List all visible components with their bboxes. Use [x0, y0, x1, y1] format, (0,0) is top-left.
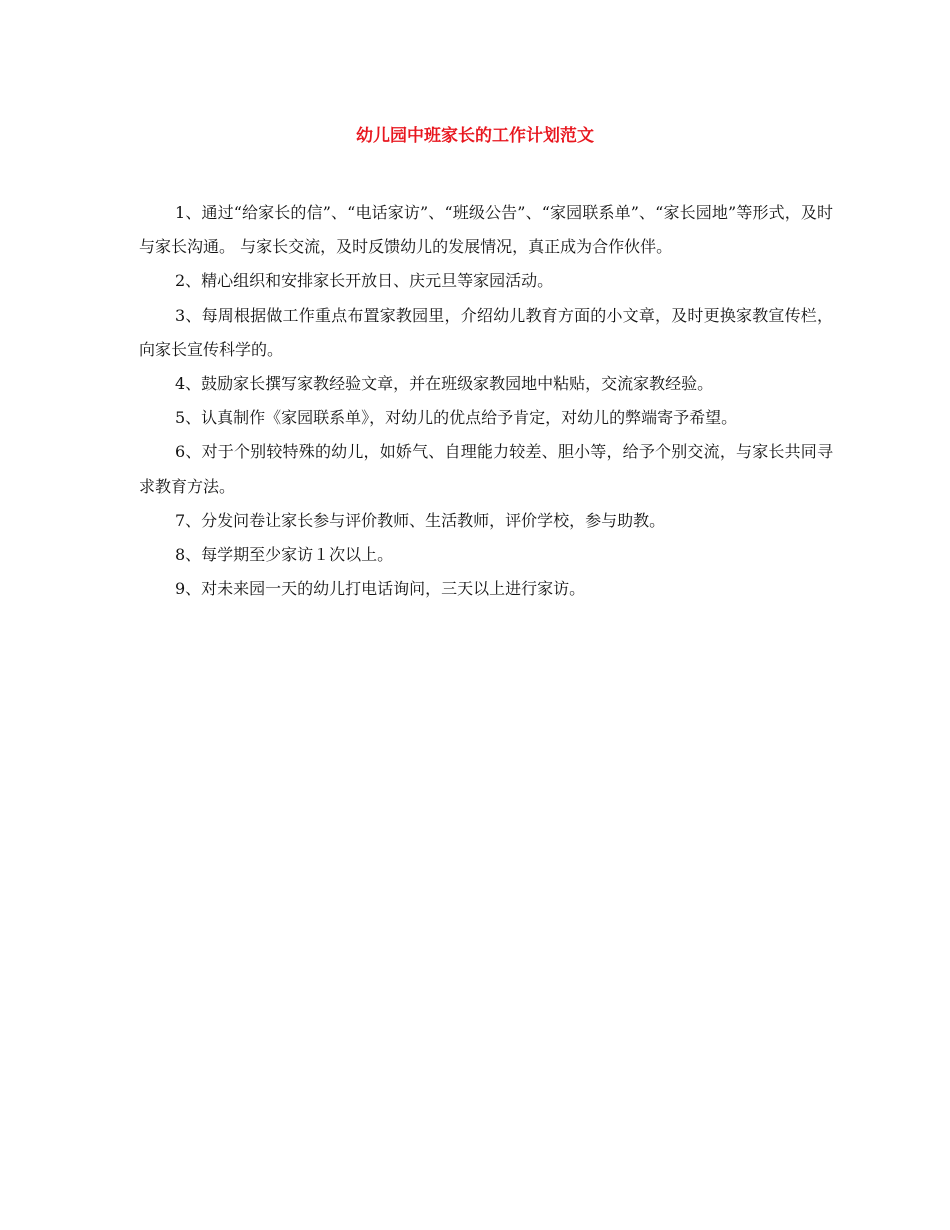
paragraph-5: 5、认真制作《家园联系单》，对幼儿的优点给予肯定，对幼儿的弊端寄予希望。: [175, 408, 738, 428]
paragraph-9: 9、对未来园一天的幼儿打电话询问，三天以上进行家访。: [175, 579, 586, 599]
paragraph-8: 8、每学期至少家访１次以上。: [175, 545, 394, 565]
paragraph-3: 3、每周根据做工作重点布置家教园里，介绍幼儿教育方面的小文章，及时更换家教宣传栏，向家长宣传科学的。: [139, 305, 833, 359]
paragraph-1: 1、通过“给家长的信”、“电话家访”、“班级公告”、“家园联系单”、“家长园地”等形式，及时与家长沟通。 与家长交流，及时反馈幼儿的发展情况，真正成为合作伙伴。: [139, 203, 833, 257]
paragraph-2: 2、精心组织和安排家长开放日、庆元旦等家园活动。: [175, 271, 554, 291]
document-body: [139, 196, 833, 606]
paragraph-7: 7、分发问卷让家长参与评价教师、生活教师，评价学校，参与助教。: [175, 510, 666, 530]
paragraph-6: 6、对于个别较特殊的幼儿，如娇气、自理能力较差、胆小等，给予个别交流，与家长共同寻求教育方法。: [139, 442, 833, 496]
paragraph-4: 4、鼓励家长撰写家教经验文章，并在班级家教园地中粘贴，交流家教经验。: [175, 374, 714, 394]
document-title: 幼儿园中班家长的工作计划范文: [356, 126, 594, 146]
